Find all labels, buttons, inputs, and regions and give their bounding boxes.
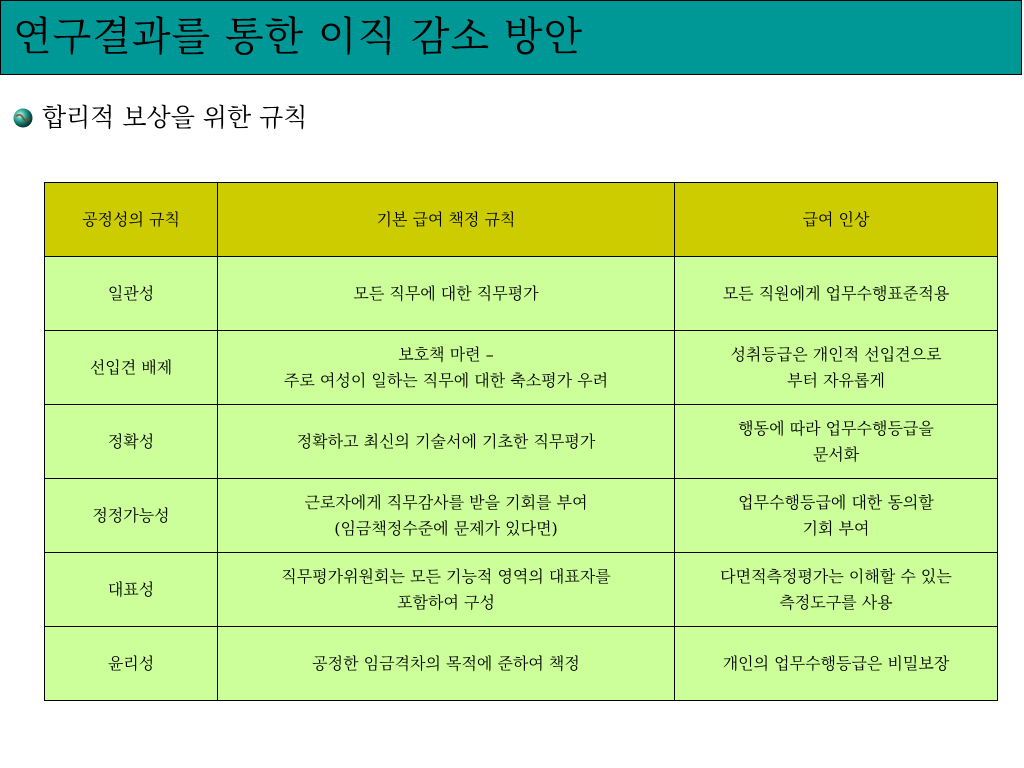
bullet-item [12, 100, 307, 136]
raise-cell [675, 479, 998, 553]
cell-line: 공정한 임금격차의 목적에 준하여 책정 [312, 653, 580, 673]
slide-title: 연구결과를 통한 이직 감소 방안 [13, 14, 584, 60]
cell-line: (임금책정수준에 문제가 있다면) [334, 518, 558, 538]
raise-cell [675, 405, 998, 479]
raise-cell [675, 553, 998, 627]
cell-line: 성취등급은 개인적 선입견으로 [730, 344, 942, 364]
base-pay-cell [218, 405, 675, 479]
cell-line: 직무평가위원회는 모든 기능적 영역의 대표자를 [281, 566, 611, 586]
cell-line: 행동에 따라 업무수행등급을 [738, 418, 934, 438]
base-pay-cell [218, 553, 675, 627]
base-pay-cell [218, 627, 675, 701]
rule-cell: 윤리성 [45, 627, 218, 701]
cell-line: 정확하고 최신의 기술서에 기초한 직무평가 [296, 431, 596, 451]
cell-line: 보호책 마련 – [398, 344, 494, 364]
bullet-sphere-icon [12, 107, 34, 129]
rule-cell: 선입견 배제 [45, 331, 218, 405]
rule-cell: 정확성 [45, 405, 218, 479]
cell-line: 기회 부여 [802, 518, 870, 538]
table-header-row [45, 183, 998, 257]
base-pay-cell [218, 479, 675, 553]
title-bar [0, 0, 1022, 75]
base-pay-cell [218, 257, 675, 331]
rule-cell: 정정가능성 [45, 479, 218, 553]
cell-line: 근로자에게 직무감사를 받을 기회를 부여 [304, 492, 588, 512]
cell-line: 모든 직원에게 업무수행표준적용 [722, 283, 950, 303]
cell-line: 포함하여 구성 [397, 592, 495, 612]
header-base-pay-rule: 기본 급여 책정 규칙 [218, 183, 675, 257]
cell-line: 주로 여성이 일하는 직무에 대한 축소평가 우려 [283, 370, 609, 390]
fairness-rules-table [44, 182, 998, 701]
raise-cell [675, 627, 998, 701]
cell-line: 모든 직무에 대한 직무평가 [353, 283, 539, 303]
table-row [45, 553, 998, 627]
rule-cell: 일관성 [45, 257, 218, 331]
bullet-text: 합리적 보상을 위한 규칙 [42, 103, 308, 132]
raise-cell [675, 331, 998, 405]
cell-line: 개인의 업무수행등급은 비밀보장 [722, 653, 950, 673]
cell-line: 부터 자유롭게 [787, 370, 885, 390]
raise-cell [675, 257, 998, 331]
header-pay-raise: 급여 인상 [675, 183, 998, 257]
table-row [45, 479, 998, 553]
header-fairness-rule: 공정성의 규칙 [45, 183, 218, 257]
cell-line: 업무수행등급에 대한 동의할 [738, 492, 934, 512]
table-row [45, 331, 998, 405]
table-row [45, 627, 998, 701]
cell-line: 측정도구를 사용 [779, 592, 893, 612]
table-row [45, 257, 998, 331]
base-pay-cell [218, 331, 675, 405]
cell-line: 다면적측정평가는 이해할 수 있는 [720, 566, 952, 586]
cell-line: 문서화 [812, 444, 860, 464]
rule-cell: 대표성 [45, 553, 218, 627]
table-row [45, 405, 998, 479]
